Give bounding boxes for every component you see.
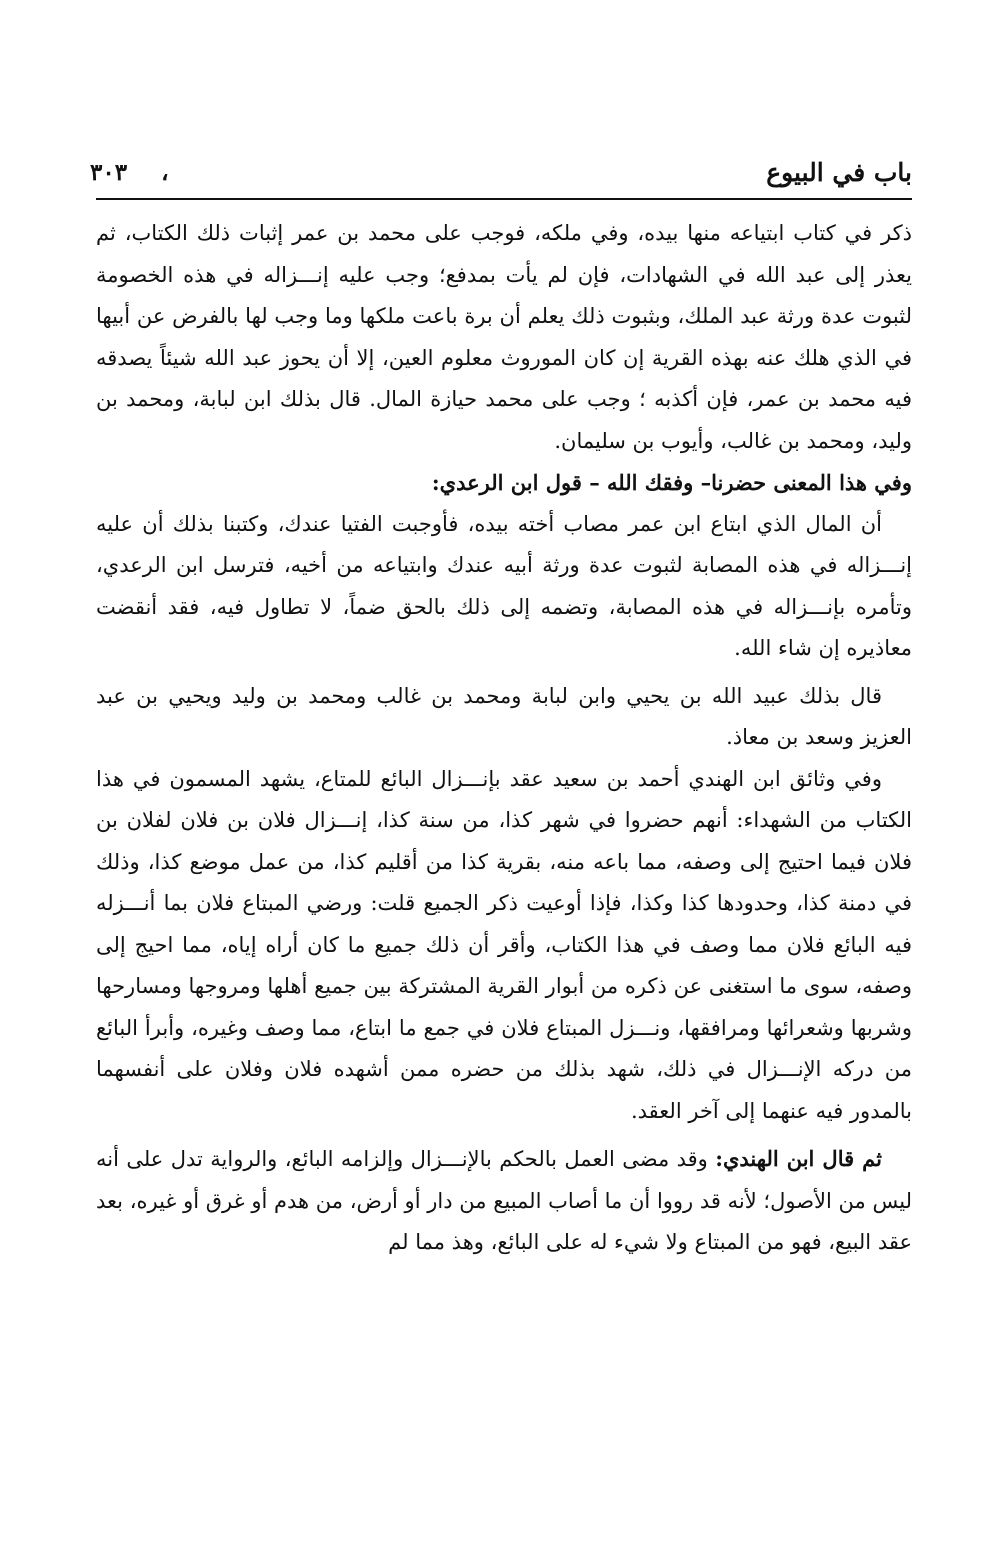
- paragraph-5: [96, 1138, 912, 1264]
- section-heading: وفي هذا المعنى حضرنا– وفقك الله – قول ابن الرعدي:: [431, 470, 912, 495]
- page-number: ٣٠٣: [90, 158, 128, 186]
- header-mark: ،: [161, 158, 169, 186]
- paragraph-2: أن المال الذي ابتاع ابن عمر مصاب أخته بيده، فأوجبت الفتيا عندك، وكتبنا بذلك أن عليه إنـــزاله في هذه المصابة لثبوت عدة ورثة أبيه عندك وابتياعه من أخيه، فترسل ابن الرعدي، وتأمره بإنـــزاله في هذه المصابة، وتضمه إلى ذلك بالحق ضماً، لا تطاول فيه، فقد أنقضت معاذيره إن شاء الله.: [96, 511, 912, 660]
- chapter-title: باب في البيوع: [766, 157, 912, 187]
- paragraph-5-text: وقد مضى العمل بالحكم بالإنـــزال وإلزامه البائع، والرواية تدل على أنه ليس من الأصول؛ لأنه قد رووا أن ما أصاب المبيع من دار أو أرض، من هدم أو غرق أو غيره، بعد عقد البيع، فهو من المبتاع ولا شيء له على البائع، وهذ مما لم: [96, 1147, 912, 1254]
- running-header: [90, 152, 912, 192]
- paragraph-4: وفي وثائق ابن الهندي أحمد بن سعيد عقد بإنـــزال البائع للمتاع، يشهد المسمون في هذا الكتاب من الشهداء: أنهم حضروا في شهر كذا، من سنة كذا، إنـــزال فلان بن فلان لفلان بن فلان فيما احتيج إلى وصفه، مما باعه منه، بقرية كذا من أقليم كذا، من عمل موضع كذا، وذلك في دمنة كذا، وحدودها كذا وكذا، فإذا أوعيت ذكر الجميع قلت: ورضي المبتاع فلان بما أنـــزله فيه البائع فلان مما وصف في هذا الكتاب، وأقر أن ذلك جميع ما كان أراه إياه، مما احيج إلى وصفه، سوى ما استغنى عن ذكره من أبوار القرية المشتركة بين جميع أهلها ومروجها ومسارحها وشربها وشعرائها ومرافقها، ونـــزل المبتاع فلان في جمع ما ابتاع، مما وصف وغيره، وأبرأ البائع من دركه الإنـــزال في ذلك، شهد بذلك من حضره ممن أشهده فلان وفلان على أنفسهما بالمدور فيه عنهما إلى آخر العقد.: [96, 766, 912, 1123]
- paragraph-lead: ثم قال ابن الهندي:: [715, 1146, 882, 1171]
- header-rule: [96, 198, 912, 200]
- paragraph-1: ذكر في كتاب ابتياعه منها بيده، وفي ملكه، فوجب على محمد بن عمر إثبات ذلك الكتاب، ثم يعذر إلى عبد الله في الشهادات، فإن لم يأت بمدفع؛ وجب عليه إنـــزاله في هذه الخصومة لثبوت عدة ورثة عبد الملك، وبثبوت ذلك يعلم أن برة باعت ملكها وما وجب لها بالفرض عن أبيها في الذي هلك عنه بهذه القرية إن كان الموروث معلوم العين، إلا أن يحوز عبد الله شيئاً يصدقه فيه محمد بن عمر، فإن أكذبه ؛ وجب على محمد حيازة المال. قال بذلك ابن لبابة، ومحمد بن وليد، ومحمد بن غالب، وأيوب بن سليمان.: [96, 221, 912, 453]
- paragraph-3: قال بذلك عبيد الله بن يحيي وابن لبابة ومحمد بن غالب ومحمد بن وليد ويحيي بن عبد العزيز وسعد بن معاذ.: [96, 683, 912, 749]
- body-text: [96, 213, 912, 1264]
- page-number-group: [90, 159, 169, 186]
